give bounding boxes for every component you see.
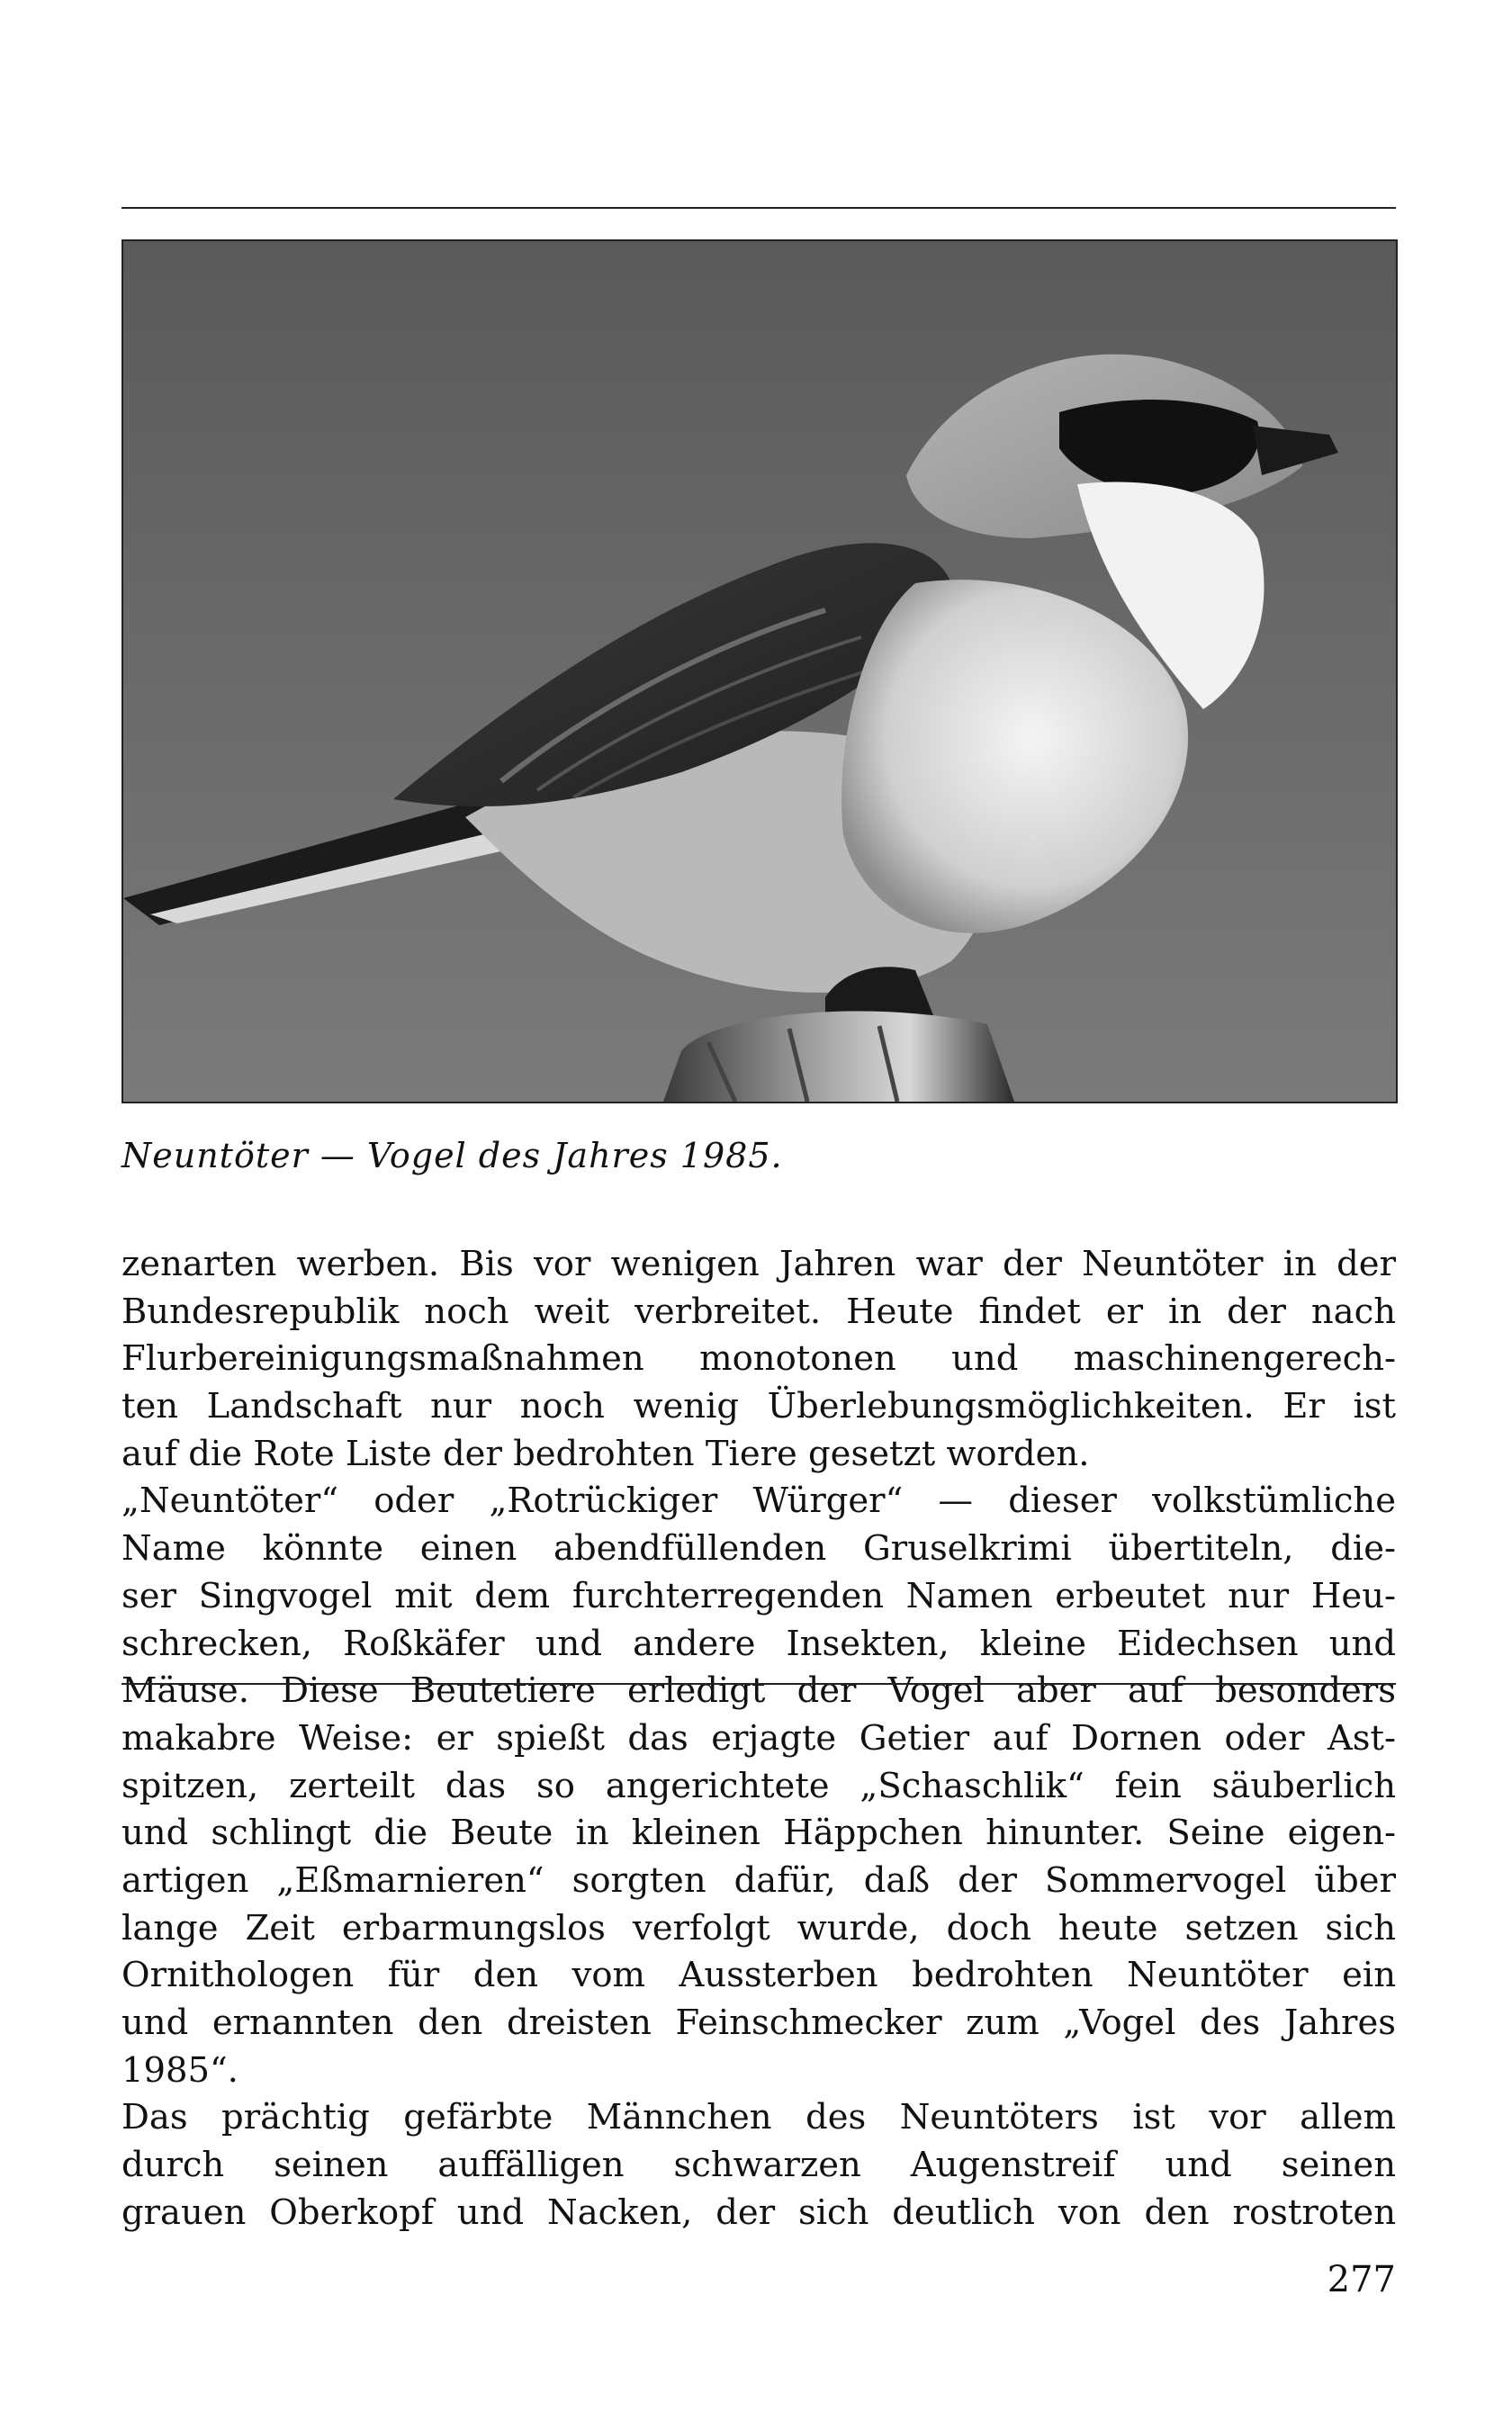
text-line: Mäuse. Diese Beutetiere erledigt der Vogel aber auf besonders [122, 1670, 1396, 1712]
text-line: und schlingt die Beute in kleinen Häppchen hinunter. Seine eigen- [122, 1813, 1396, 1854]
text-line: durch seinen auffälligen schwarzen Augenstreif und seinen [122, 2145, 1396, 2186]
page-number: 277 [1327, 2259, 1396, 2300]
text-line: Name könnte einen abendfüllenden Gruselkrimi übertiteln, die- [122, 1528, 1396, 1570]
photo-caption: Neuntöter — Vogel des Jahres 1985. [122, 1136, 783, 1175]
text-line: spitzen, zerteilt das so angerichtete „Schaschlik“ fein säuberlich [122, 1765, 1396, 1806]
text-line: 1985“. [122, 2049, 238, 2091]
text-line: und ernannten den dreisten Feinschmecker zum „Vogel des Jahres [122, 2002, 1396, 2043]
text-line: ser Singvogel mit dem furchterregenden Namen erbeutet nur Heu- [122, 1575, 1396, 1616]
text-line: schrecken, Roßkäfer und andere Insekten, kleine Eidechsen und [122, 1623, 1396, 1664]
text-line: „Neuntöter“ oder „Rotrückiger Würger“ — dieser volkstümliche [122, 1480, 1396, 1522]
text-line: zenarten werben. Bis vor wenigen Jahren war der Neuntöter in der [122, 1244, 1396, 1284]
text-line: ten Landschaft nur noch wenig Überlebungsmöglichkeiten. Er ist [122, 1386, 1396, 1427]
text-line: grauen Oberkopf und Nacken, der sich deutlich von den rostroten [122, 2192, 1396, 2233]
text-line: lange Zeit erbarmungslos verfolgt wurde, doch heute setzen sich [122, 1907, 1396, 1948]
text-line: artigen „Eßmarnieren“ sorgten dafür, daß der Sommervogel über [122, 1859, 1396, 1901]
text-line: auf die Rote Liste der bedrohten Tiere gesetzt worden. [122, 1433, 1090, 1474]
body-text [122, 1241, 1396, 2236]
text-line: Das prächtig gefärbte Männchen des Neuntöters ist vor allem [122, 2097, 1396, 2138]
top-rule [122, 207, 1396, 209]
bottom-rule [122, 1683, 1396, 1685]
text-line: makabre Weise: er spießt das erjagte Getier auf Dornen oder Ast- [122, 1717, 1396, 1759]
text-line: Ornithologen für den vom Aussterben bedrohten Neuntöter ein [122, 1955, 1396, 1996]
bird-photo-illustration [123, 241, 1396, 1102]
text-line: Flurbereinigungsmaßnahmen monotonen und maschinengerech- [122, 1338, 1396, 1380]
text-line: Bundesrepublik noch weit verbreitet. Heute findet er in der nach [122, 1291, 1396, 1332]
bird-photo [122, 239, 1398, 1103]
